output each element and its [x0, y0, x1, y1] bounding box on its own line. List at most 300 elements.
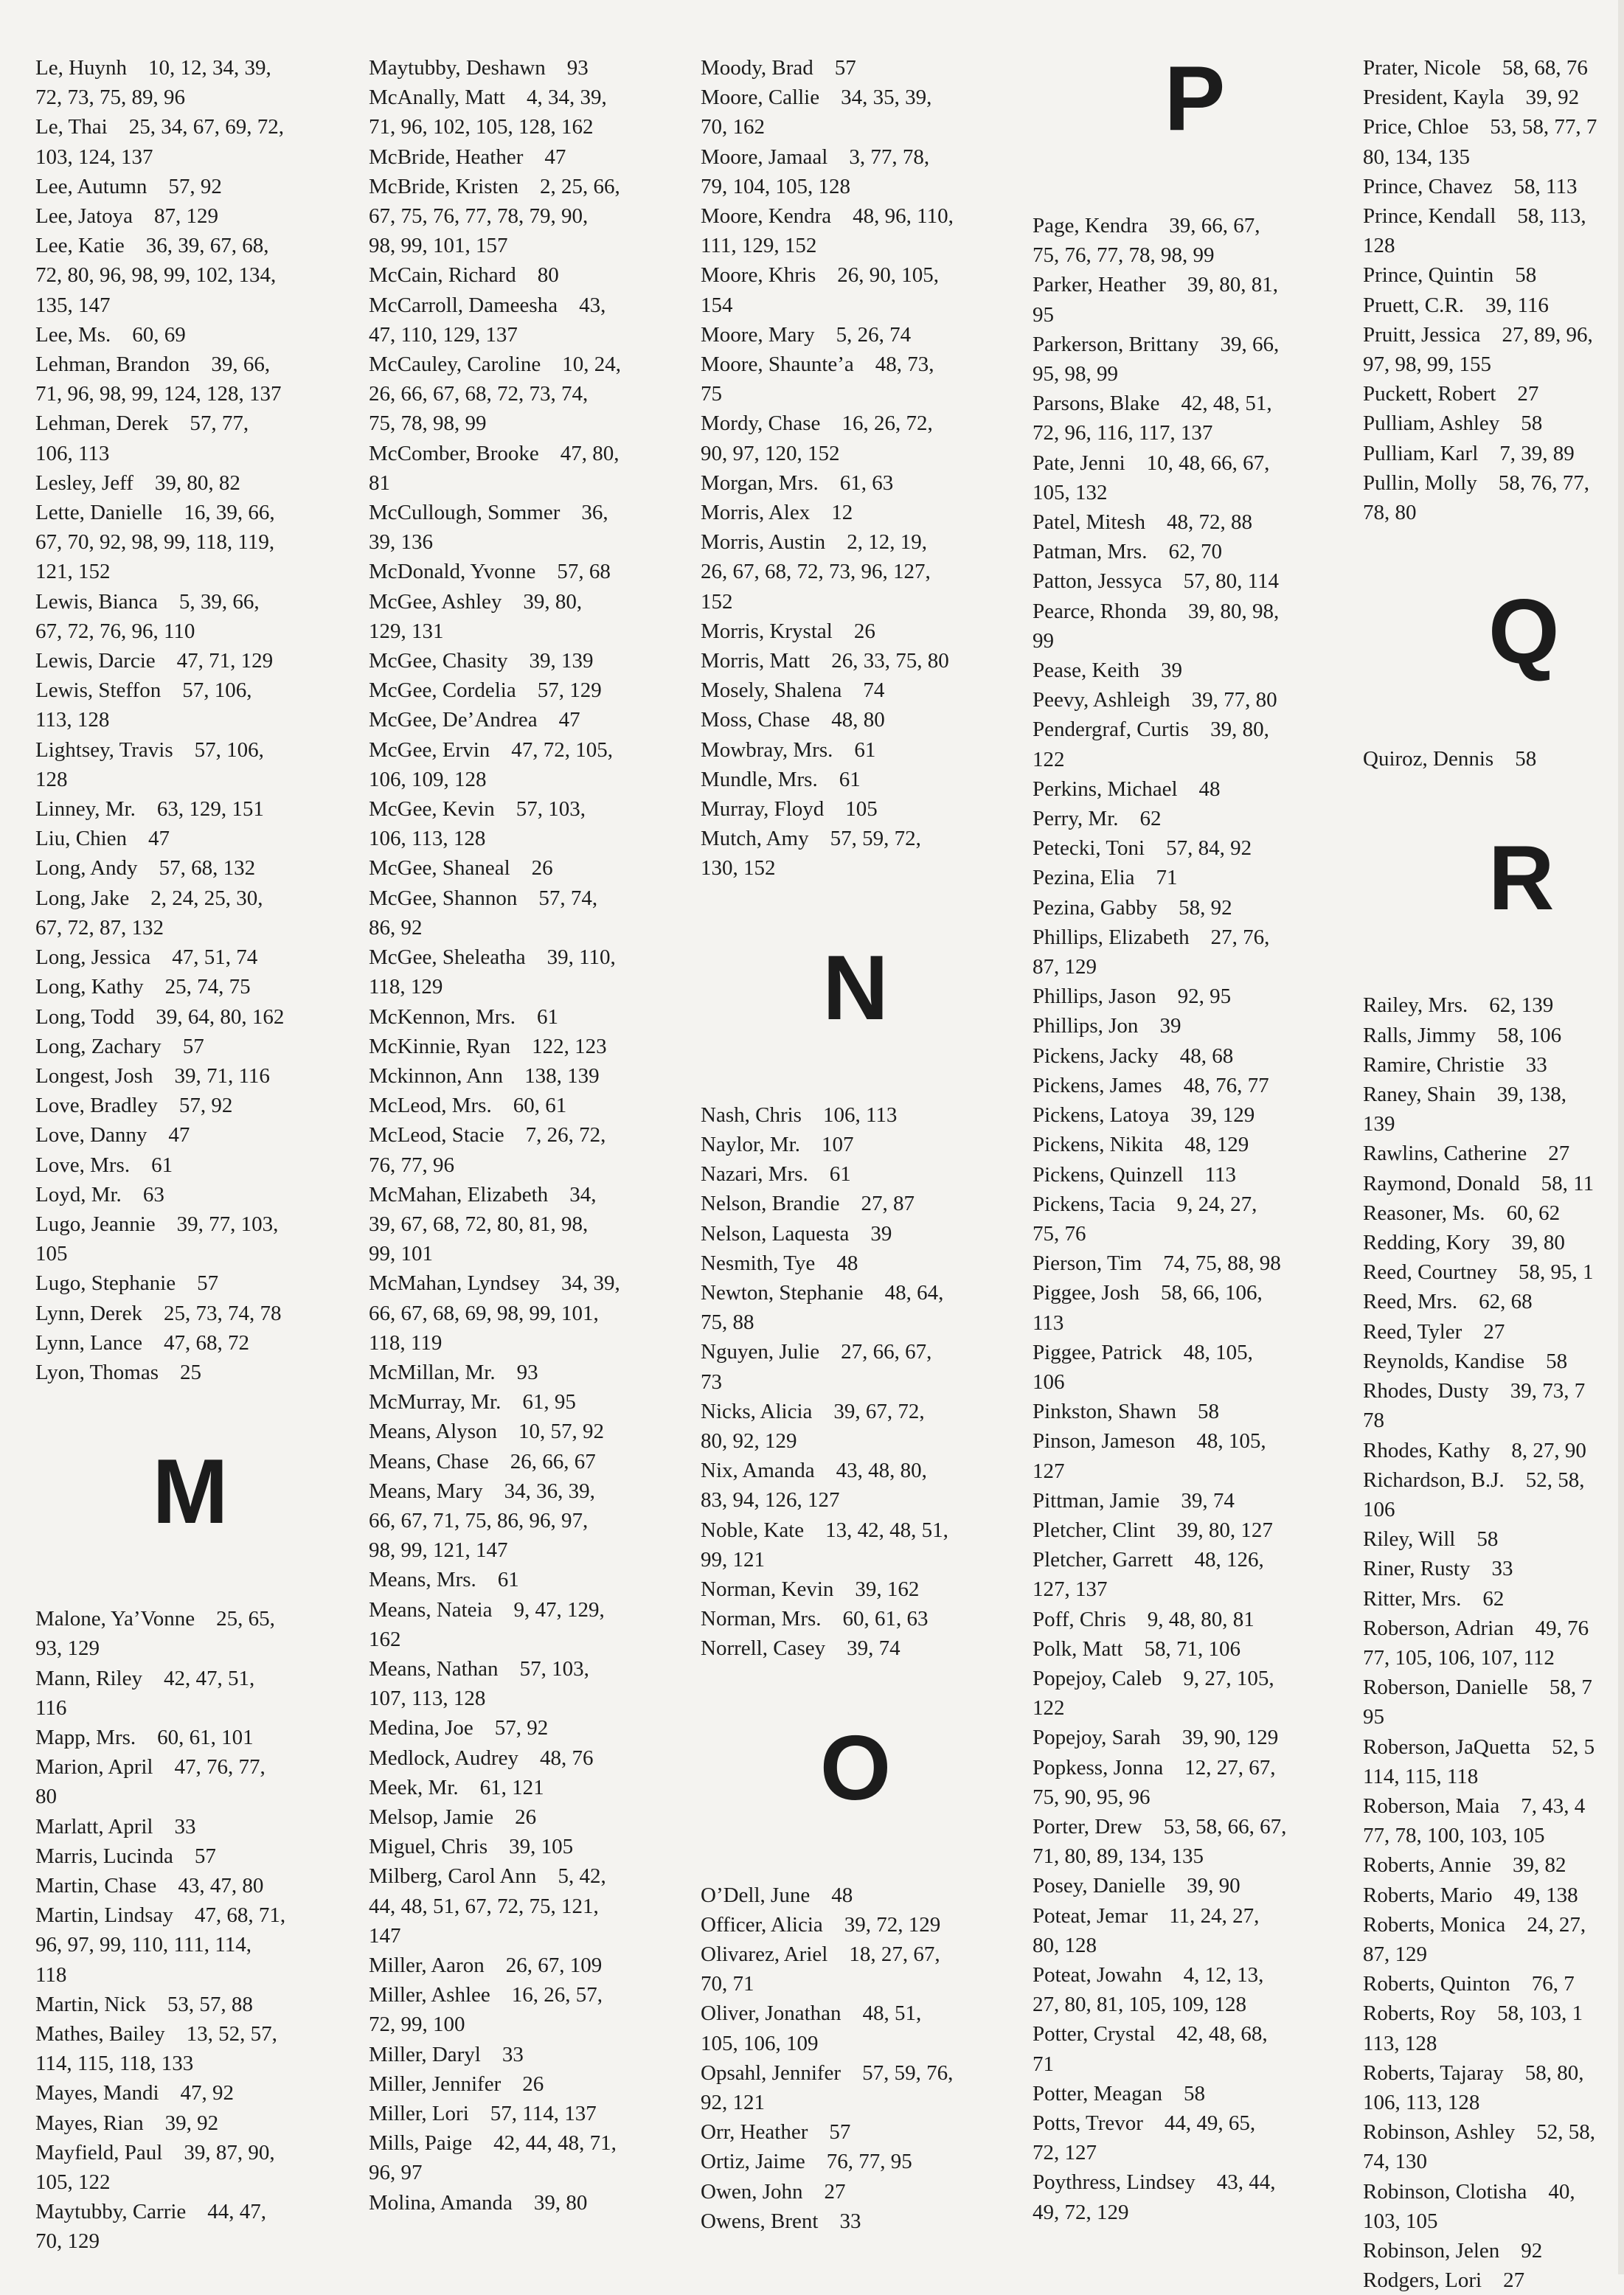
index-entry	[35, 972, 345, 1001]
entry-name: Pletcher, Clint	[1033, 1518, 1156, 1542]
entry-name: Pruitt, Jessica	[1363, 322, 1481, 347]
index-entry	[369, 53, 679, 83]
entry-name: Potter, Crystal	[1033, 2022, 1156, 2046]
entry-name: McGee, Chasity	[369, 649, 508, 673]
entry-name: Pruett, C.R.	[1363, 293, 1464, 317]
entry-pages-continued: 106, 113, 128	[1363, 2090, 1480, 2114]
index-entry	[369, 498, 679, 557]
entry-name: McKinnie, Ryan	[369, 1034, 511, 1058]
entry-name: Olivarez, Ariel	[701, 1942, 828, 1966]
entry-name: Lyon, Thomas	[35, 1360, 159, 1384]
index-entry	[1363, 2117, 1624, 2176]
index-entry	[1033, 2079, 1357, 2108]
index-entry	[369, 1032, 679, 1061]
entry-pages-continued: 66, 67, 68, 69, 98, 99, 101,	[369, 1301, 599, 1325]
index-entry	[1033, 1190, 1357, 1249]
index-column-2	[369, 53, 679, 2218]
entry-name: Phillips, Elizabeth	[1033, 925, 1190, 949]
index-entry	[701, 1574, 1010, 1604]
entry-pages-continued: 75, 76	[1033, 1221, 1086, 1246]
index-entry	[369, 587, 679, 646]
entry-pages: 10, 12, 34, 39,	[148, 56, 271, 80]
entry-pages-continued: 77, 78, 100, 103, 105	[1363, 1824, 1545, 1848]
index-entry	[35, 1299, 345, 1328]
entry-name: Means, Chase	[369, 1449, 489, 1473]
entry-pages: 61	[151, 1153, 173, 1177]
entry-pages: 27, 66, 67,	[841, 1340, 932, 1364]
entry-pages: 42, 44, 48, 71,	[493, 2131, 617, 2156]
index-entry	[369, 676, 679, 705]
entry-pages: 61, 95	[522, 1390, 576, 1414]
entry-pages-continued: 75, 78, 98, 99	[369, 412, 487, 436]
entry-name: McMurray, Mr.	[369, 1390, 502, 1414]
entry-pages: 57, 77,	[190, 412, 249, 436]
entry-pages: 48, 96, 110,	[853, 204, 954, 229]
index-entry	[1363, 1465, 1624, 1524]
entry-pages: 9, 24, 27,	[1176, 1192, 1257, 1216]
entry-name: Martin, Chase	[35, 1873, 157, 1898]
entry-pages: 27	[824, 2179, 846, 2204]
entry-name: Loyd, Mr.	[35, 1182, 122, 1206]
entry-pages: 47, 51, 74	[172, 945, 258, 970]
entry-pages: 13, 42, 48, 51,	[825, 1518, 948, 1542]
index-entry	[369, 1802, 679, 1832]
index-entry	[369, 2069, 679, 2099]
section-letter-p: P	[1164, 48, 1226, 150]
entry-pages: 39	[1160, 659, 1182, 683]
index-entry	[369, 1120, 679, 1179]
entry-name: Pittman, Jamie	[1033, 1488, 1160, 1513]
index-entry	[701, 2177, 1010, 2207]
entry-name: Pickens, Jacky	[1033, 1044, 1159, 1068]
entry-pages-continued: 75, 76, 77, 78, 98, 99	[1033, 243, 1215, 268]
index-entry	[701, 83, 1010, 142]
entry-pages-continued: 74, 130	[1363, 2150, 1427, 2174]
index-entry	[35, 2108, 345, 2138]
entry-pages: 39, 77, 103,	[176, 1212, 279, 1236]
entry-pages-continued: 99, 121	[701, 1547, 765, 1572]
entry-pages: 44, 49, 65,	[1164, 2111, 1256, 2135]
index-entry	[701, 260, 1010, 319]
index-entry	[1363, 1198, 1624, 1228]
entry-pages: 61	[854, 737, 876, 762]
index-entry	[1363, 1999, 1624, 2058]
entry-pages: 58	[1184, 2081, 1206, 2105]
entry-pages-continued: 116	[35, 1695, 67, 1720]
entry-pages-continued: 105, 106, 109	[701, 2031, 819, 2055]
entry-pages: 71	[1156, 866, 1178, 890]
entry-pages: 62, 70	[1168, 540, 1222, 564]
index-entry	[1033, 1249, 1357, 1278]
index-entry	[1363, 1436, 1624, 1465]
entry-pages: 36,	[581, 501, 608, 525]
entry-name: McCarroll, Dameesha	[369, 293, 558, 317]
entry-pages: 11, 24, 27,	[1169, 1903, 1260, 1928]
entry-pages: 57, 59, 72,	[830, 827, 921, 851]
entry-pages: 47	[544, 145, 566, 169]
index-entry	[35, 201, 345, 231]
entry-name: McBride, Heather	[369, 145, 524, 169]
entry-name: Prince, Chavez	[1363, 174, 1493, 198]
entry-name: Moss, Chase	[701, 708, 811, 732]
entry-pages: 33	[1491, 1557, 1513, 1581]
index-entry	[701, 617, 1010, 646]
entry-pages-continued: 96, 97, 99, 110, 111, 114,	[35, 1933, 251, 1957]
index-entry	[1033, 1397, 1357, 1426]
entry-name: Miller, Ashlee	[369, 1983, 490, 2007]
entry-pages-continued: 92, 121	[701, 2090, 765, 2114]
index-entry	[1033, 863, 1357, 892]
entry-name: McMillan, Mr.	[369, 1360, 496, 1384]
index-entry	[35, 1723, 345, 1752]
index-entry	[369, 1387, 679, 1417]
entry-name: Pinkston, Shawn	[1033, 1400, 1176, 1424]
entry-name: Rhodes, Dusty	[1363, 1379, 1489, 1403]
entry-name: Roberts, Quinton	[1363, 1972, 1510, 1996]
entry-pages-continued: 139	[1363, 1112, 1395, 1136]
entry-pages-continued: 71	[1033, 2052, 1054, 2076]
entry-name: Owen, John	[701, 2179, 803, 2204]
entry-pages: 58, 92	[1179, 895, 1232, 920]
entry-name: Lightsey, Travis	[35, 737, 173, 762]
entry-pages: 33	[174, 1814, 196, 1839]
entry-pages: 58, 113	[1513, 174, 1578, 198]
index-entry	[1033, 1041, 1357, 1071]
entry-name: Miguel, Chris	[369, 1835, 488, 1859]
entry-pages: 57, 103,	[516, 797, 586, 822]
index-entry	[1033, 1338, 1357, 1397]
index-entry	[1033, 597, 1357, 656]
entry-pages: 4, 34, 39,	[526, 86, 607, 110]
entry-pages: 39	[870, 1221, 892, 1246]
index-entry	[35, 172, 345, 201]
entry-name: Love, Danny	[35, 1123, 148, 1148]
entry-pages-continued: 130, 152	[701, 856, 776, 881]
entry-name: Long, Kathy	[35, 975, 144, 999]
index-entry	[701, 705, 1010, 735]
index-entry	[35, 468, 345, 498]
entry-pages-continued: 154	[701, 293, 733, 317]
index-entry	[701, 142, 1010, 201]
entry-pages: 60, 61	[513, 1094, 567, 1118]
entry-name: Morris, Matt	[701, 649, 811, 673]
entry-pages: 43, 47, 80	[178, 1873, 264, 1898]
entry-pages: 58	[1546, 1349, 1568, 1373]
entry-pages-continued: 122	[1033, 1696, 1065, 1721]
entry-pages: 27, 76,	[1210, 925, 1270, 949]
entry-pages: 39, 90, 129	[1181, 1726, 1279, 1750]
entry-pages: 5, 39, 66,	[178, 589, 260, 614]
entry-pages: 76, 7	[1531, 1972, 1575, 1996]
entry-pages-continued: 98, 99, 121, 147	[369, 1538, 508, 1563]
entry-pages: 27	[1503, 2268, 1525, 2293]
entry-name: Moody, Brad	[701, 56, 813, 80]
entry-pages: 62	[1139, 807, 1162, 831]
entry-name: Roberts, Annie	[1363, 1853, 1491, 1878]
entry-pages: 58, 66, 106,	[1161, 1281, 1263, 1305]
entry-name: McMahan, Elizabeth	[369, 1182, 549, 1206]
entry-pages-continued: 128	[35, 767, 68, 791]
entry-name: Poteat, Jowahn	[1033, 1962, 1162, 1987]
index-entry	[369, 1713, 679, 1743]
entry-name: Oliver, Jonathan	[701, 2001, 842, 2026]
entry-pages: 12	[831, 501, 853, 525]
entry-pages-continued: 99, 101	[369, 1242, 433, 1266]
entry-pages: 16, 26, 57,	[511, 1983, 603, 2007]
entry-name: Reasoner, Ms.	[1363, 1201, 1485, 1225]
entry-name: McGee, De’Andrea	[369, 708, 538, 732]
entry-pages: 39, 139	[529, 649, 594, 673]
entry-name: Miller, Daryl	[369, 2042, 481, 2066]
entry-pages-continued: 39, 136	[369, 530, 433, 555]
entry-name: Martin, Lindsay	[35, 1903, 173, 1928]
entry-name: Roberson, Danielle	[1363, 1676, 1528, 1700]
entry-name: Morris, Krystal	[701, 619, 833, 643]
entry-name: Long, Jessica	[35, 945, 151, 970]
index-entry	[701, 1910, 1010, 1940]
entry-pages: 9, 47, 129,	[513, 1597, 605, 1622]
entry-pages-continued: 67, 72, 87, 132	[35, 915, 164, 940]
entry-pages: 60, 69	[132, 322, 186, 347]
index-entry	[1033, 774, 1357, 804]
entry-name: Poteat, Jemar	[1033, 1903, 1148, 1928]
index-entry	[1033, 1278, 1357, 1337]
entry-pages-continued: 99	[1033, 628, 1054, 653]
entry-pages: 107	[821, 1132, 854, 1156]
entry-pages: 12, 27, 67,	[1184, 1755, 1276, 1780]
entry-name: McLeod, Stacie	[369, 1123, 504, 1148]
entry-name: Rodgers, Lori	[1363, 2268, 1482, 2293]
index-column-3	[701, 53, 1010, 2236]
entry-name: Pulliam, Karl	[1363, 441, 1479, 465]
entry-pages: 26	[522, 2072, 544, 2096]
entry-pages: 49, 138	[1513, 1883, 1578, 1907]
entry-name: Pickens, Quinzell	[1033, 1162, 1184, 1187]
entry-pages: 60, 61, 63	[842, 1607, 929, 1631]
index-entry	[1033, 330, 1357, 389]
entry-name: Longest, Josh	[35, 1063, 153, 1088]
entry-pages-continued: 106	[1033, 1369, 1065, 1394]
entry-name: Potts, Trevor	[1033, 2111, 1143, 2135]
index-entry	[1363, 1347, 1624, 1376]
entry-pages: 92, 95	[1177, 985, 1232, 1009]
index-entry	[701, 320, 1010, 350]
entry-pages: 47, 68, 71,	[194, 1903, 286, 1928]
entry-name: Roberts, Mario	[1363, 1883, 1493, 1907]
entry-pages: 74, 75, 88, 98	[1163, 1251, 1281, 1276]
entry-pages: 48, 80	[831, 708, 885, 732]
entry-name: Liu, Chien	[35, 827, 128, 851]
index-entry	[369, 1595, 679, 1654]
entry-pages-continued: 72, 73, 75, 89, 96	[35, 86, 185, 110]
index-entry	[701, 1249, 1010, 1278]
index-entry	[1363, 201, 1624, 260]
entry-pages-continued: 118	[35, 1962, 67, 1987]
entry-pages: 48, 126,	[1194, 1548, 1264, 1572]
entry-pages-continued: 77, 105, 106, 107, 112	[1363, 1645, 1555, 1670]
index-entry	[1033, 1130, 1357, 1159]
index-entry	[1363, 2058, 1624, 2117]
index-entry	[369, 705, 679, 735]
index-entry	[35, 794, 345, 824]
index-entry	[1363, 744, 1624, 774]
entry-name: McBride, Kristen	[369, 174, 518, 198]
index-entry	[1033, 1634, 1357, 1664]
entry-name: Martin, Nick	[35, 1992, 146, 2016]
entry-pages: 39, 71, 116	[174, 1063, 270, 1088]
index-entry	[35, 735, 345, 794]
index-entry	[369, 1565, 679, 1594]
entry-pages-continued: 103, 124, 137	[35, 145, 153, 169]
entry-name: Milberg, Carol Ann	[369, 1864, 537, 1889]
index-entry	[1363, 439, 1624, 468]
entry-pages: 39, 105	[509, 1835, 574, 1859]
entry-name: Orr, Heather	[701, 2120, 808, 2145]
entry-pages-continued: 105, 122	[35, 2170, 111, 2194]
entry-pages: 48, 51,	[862, 2001, 922, 2026]
entry-name: Long, Zachary	[35, 1034, 162, 1058]
entry-name: McLeod, Mrs.	[369, 1094, 492, 1118]
section-letter-n: N	[822, 937, 889, 1039]
index-entry	[701, 53, 1010, 83]
index-entry	[35, 2197, 345, 2256]
entry-pages-continued: 96, 97	[369, 2161, 423, 2185]
entry-pages: 10, 48, 66, 67,	[1146, 451, 1270, 475]
index-entry	[701, 2117, 1010, 2147]
entry-pages: 39, 162	[855, 1577, 920, 1601]
index-entry	[701, 1397, 1010, 1456]
index-entry	[369, 942, 679, 1001]
entry-name: McMahan, Lyndsey	[369, 1271, 540, 1296]
index-entry	[701, 527, 1010, 617]
entry-name: Means, Mrs.	[369, 1568, 476, 1592]
entry-pages: 74	[863, 678, 885, 703]
entry-pages: 27, 87	[861, 1192, 915, 1216]
index-entry	[1033, 1486, 1357, 1515]
index-entry	[701, 1604, 1010, 1633]
index-entry	[1033, 389, 1357, 448]
entry-pages-continued: 114, 115, 118, 133	[35, 2052, 194, 2076]
entry-name: Puckett, Robert	[1363, 382, 1496, 406]
entry-pages: 61	[839, 767, 861, 791]
entry-pages: 26	[531, 856, 553, 881]
entry-pages: 47	[148, 827, 170, 851]
index-entry	[1033, 537, 1357, 566]
index-entry	[1363, 1881, 1624, 1910]
index-entry	[1033, 2167, 1357, 2226]
entry-pages: 58	[1476, 1527, 1499, 1552]
entry-pages: 57, 68, 132	[159, 856, 256, 881]
entry-name: Noble, Kate	[701, 1518, 805, 1542]
entry-name: Nguyen, Julie	[701, 1340, 820, 1364]
index-entry	[369, 1091, 679, 1120]
entry-pages-continued: 80	[35, 1785, 57, 1809]
index-entry	[1033, 566, 1357, 596]
entry-pages: 40,	[1548, 2179, 1575, 2204]
index-entry	[35, 1664, 345, 1723]
entry-pages: 39, 80, 127	[1176, 1518, 1273, 1542]
index-entry	[1033, 1901, 1357, 1960]
entry-name: Pickens, Latoya	[1033, 1103, 1170, 1128]
entry-name: Pickens, James	[1033, 1073, 1162, 1097]
section-letter-o: O	[819, 1717, 892, 1819]
section-letter-r: R	[1488, 827, 1555, 930]
index-entry	[35, 1328, 345, 1358]
entry-name: Roberts, Monica	[1363, 1912, 1506, 1937]
entry-pages: 57, 114, 137	[490, 2102, 597, 2126]
index-entry	[1033, 1545, 1357, 1604]
entry-name: Prater, Nicole	[1363, 56, 1481, 80]
entry-name: Pendergraf, Curtis	[1033, 718, 1190, 742]
entry-pages-continued: 67, 70, 92, 98, 99, 118, 119,	[35, 530, 275, 555]
index-entry	[701, 1130, 1010, 1159]
entry-pages: 26	[853, 619, 875, 643]
index-entry	[1363, 1969, 1624, 1999]
entry-name: Lee, Ms.	[35, 322, 111, 347]
entry-pages: 39, 73, 7	[1510, 1379, 1586, 1403]
entry-pages: 58	[1515, 263, 1537, 288]
entry-name: McGee, Sheleatha	[369, 945, 526, 970]
entry-pages-continued: 39, 67, 68, 72, 80, 81, 98,	[369, 1212, 589, 1236]
index-entry	[1033, 1960, 1357, 2019]
entry-pages: 48, 105,	[1196, 1429, 1266, 1454]
entry-pages-continued: 75	[701, 382, 722, 406]
index-entry	[369, 557, 679, 586]
entry-name: Roberson, JaQuetta	[1363, 1735, 1531, 1759]
index-entry	[701, 2058, 1010, 2117]
entry-pages: 39, 72, 129	[844, 1912, 941, 1937]
entry-pages: 2, 25, 66,	[539, 174, 620, 198]
index-entry	[369, 1773, 679, 1802]
entry-pages-continued: 162	[369, 1627, 401, 1651]
index-entry	[369, 1654, 679, 1713]
index-entry	[1363, 1169, 1624, 1198]
entry-name: Roberson, Adrian	[1363, 1616, 1514, 1640]
entry-name: Miller, Jennifer	[369, 2072, 502, 2096]
entry-pages: 27	[1483, 1319, 1505, 1344]
entry-name: Reed, Courtney	[1363, 1260, 1498, 1285]
entry-pages: 61	[536, 1004, 558, 1029]
entry-name: Rawlins, Catherine	[1363, 1142, 1527, 1166]
entry-pages-continued: 67, 75, 76, 77, 78, 79, 90,	[369, 204, 589, 229]
entry-name: Opsahl, Jennifer	[701, 2060, 842, 2085]
entry-pages: 48, 129	[1184, 1133, 1249, 1157]
index-entry	[1033, 1664, 1357, 1723]
entry-name: Ramire, Christie	[1363, 1052, 1505, 1077]
entry-name: Petecki, Toni	[1033, 836, 1145, 861]
entry-pages: 39, 74	[847, 1636, 901, 1661]
index-entry	[701, 765, 1010, 794]
index-entry	[35, 320, 345, 350]
index-entry	[701, 1159, 1010, 1189]
index-entry	[35, 1061, 345, 1091]
index-entry	[701, 1278, 1010, 1337]
entry-pages: 9, 48, 80, 81	[1147, 1607, 1255, 1631]
entry-name: Robinson, Jelen	[1363, 2238, 1500, 2263]
entry-pages-continued: 127, 137	[1033, 1577, 1108, 1602]
entry-pages: 27	[1517, 382, 1539, 406]
entry-name: Lynn, Lance	[35, 1330, 142, 1355]
entry-name: Meek, Mr.	[369, 1775, 459, 1799]
entry-name: Mayes, Mandi	[35, 2081, 159, 2105]
entry-pages: 39, 92	[164, 2111, 219, 2135]
entry-pages: 57, 106,	[194, 737, 264, 762]
index-entry	[35, 1150, 345, 1180]
entry-pages-continued: 93, 129	[35, 1636, 100, 1661]
entry-pages: 58	[1521, 412, 1543, 436]
entry-pages: 42, 47, 51,	[164, 1666, 255, 1690]
section-letter-q: Q	[1488, 581, 1560, 684]
